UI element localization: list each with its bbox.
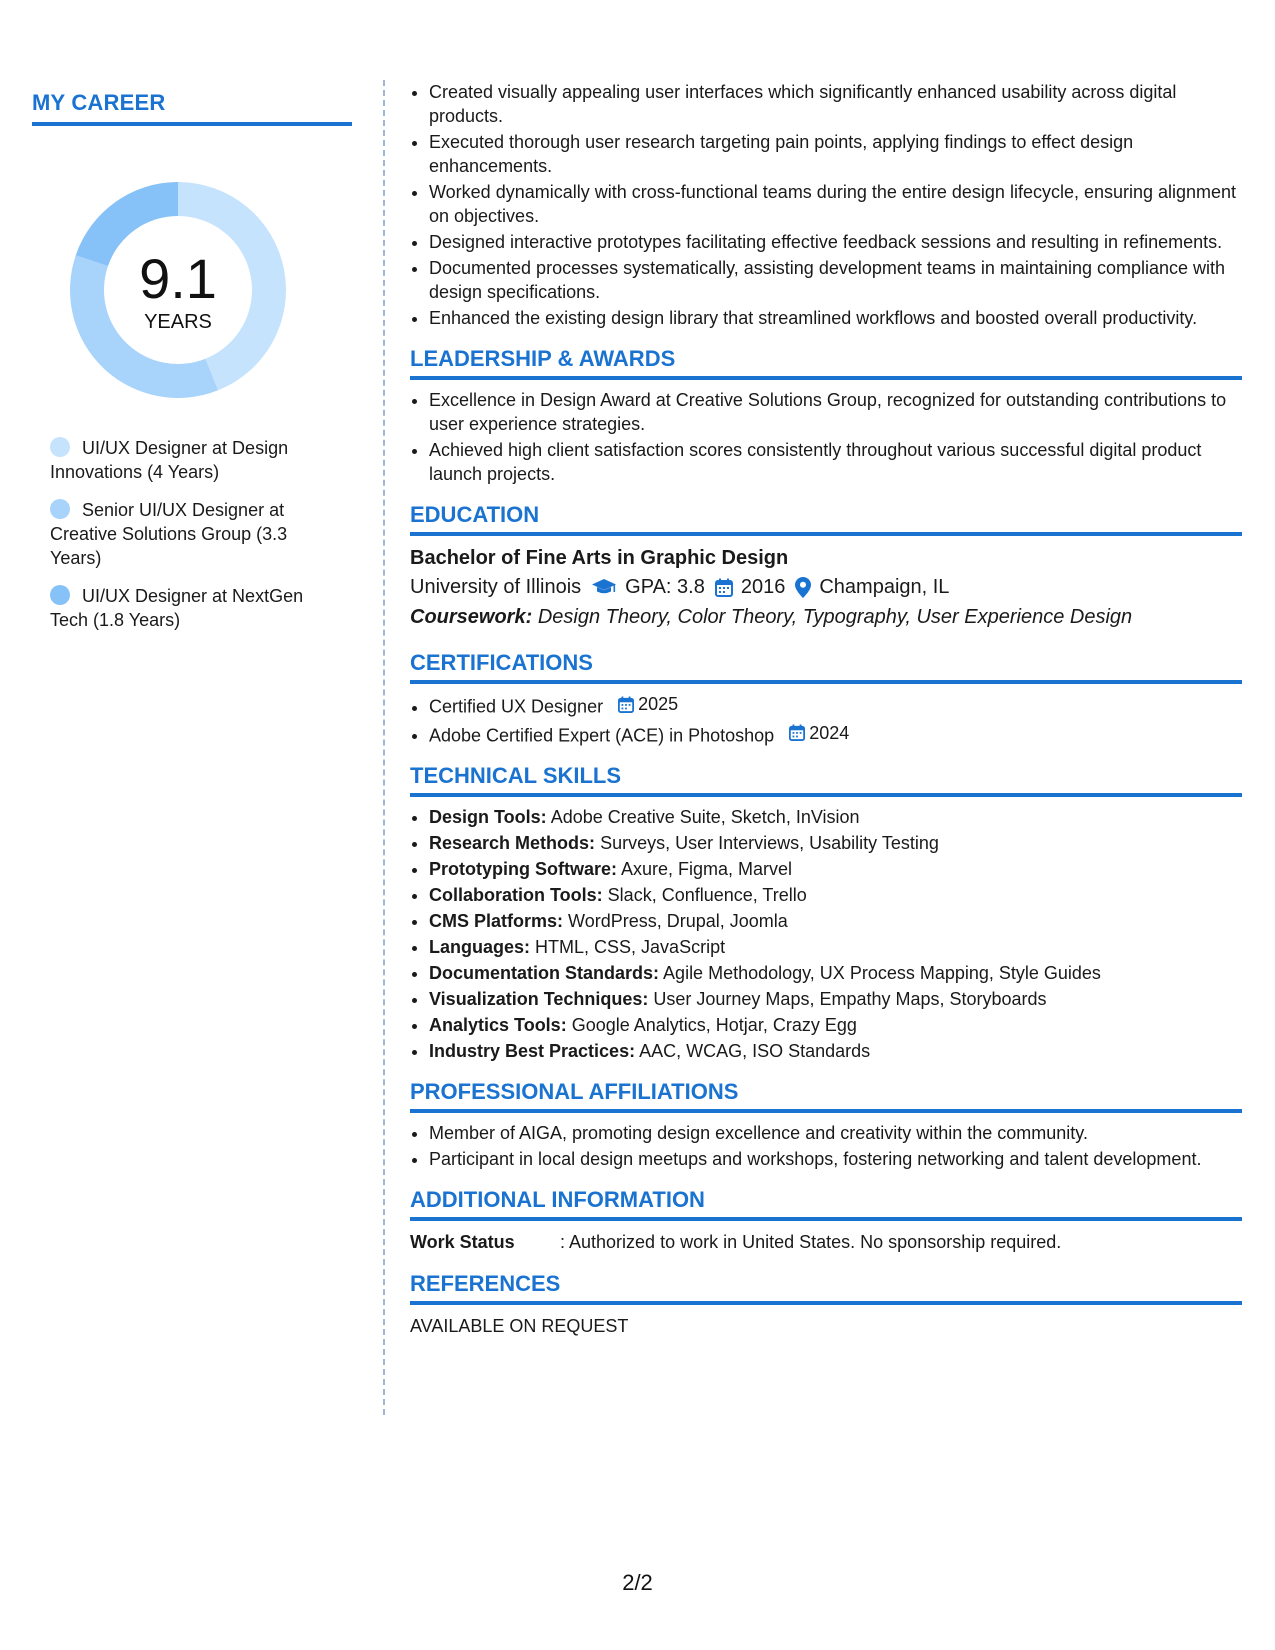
education-coursework: [410, 602, 1242, 632]
career-legend-item: [50, 498, 340, 570]
experience-bullet: • Worked dynamically with cross-functional teams during the entire design lifecycle, ensuring alignment on objectives.: [429, 180, 1242, 228]
references-text: AVAILABLE ON REQUEST: [410, 1316, 629, 1336]
skill-item: [429, 961, 1242, 985]
skills-list: [410, 805, 1242, 1063]
experience-bullet: • Executed thorough user research targeting pain points, applying findings to effect design enhancements.: [429, 130, 1242, 178]
experience-bullet: • Documented processes systematically, assisting development teams in maintaining compliance with design specifications.: [429, 256, 1242, 304]
leadership-item: • Excellence in Design Award at Creative Solutions Group, recognized for outstanding contributions to user experience strategies.: [429, 388, 1242, 436]
skill-label: Analytics Tools:: [429, 1015, 567, 1035]
career-legend-label: UI/UX Designer at NextGen Tech (1.8 Years): [50, 586, 304, 630]
calendar-icon: [618, 696, 634, 713]
skill-item: [429, 935, 1242, 959]
skill-value: Slack, Confluence, Trello: [607, 885, 807, 905]
sidebar-title: MY CAREER: [32, 90, 352, 126]
skill-label: Industry Best Practices:: [429, 1041, 636, 1061]
skill-label: Documentation Standards:: [429, 963, 660, 983]
donut-center: [66, 178, 290, 402]
skill-label: Prototyping Software:: [429, 859, 617, 879]
skills-heading: TECHNICAL SKILLS: [410, 763, 1242, 797]
leadership-list: [410, 388, 1242, 486]
skill-value: AAC, WCAG, ISO Standards: [639, 1041, 871, 1061]
skill-label: CMS Platforms:: [429, 911, 564, 931]
total-years-unit: YEARS: [144, 310, 212, 333]
career-legend: [50, 436, 340, 646]
certification-year: [779, 721, 849, 745]
certification-name: Adobe Certified Expert (ACE) in Photoshop: [429, 725, 775, 745]
additional-heading: ADDITIONAL INFORMATION: [410, 1187, 1242, 1221]
skill-item: [429, 1013, 1242, 1037]
leadership-heading: LEADERSHIP & AWARDS: [410, 346, 1242, 380]
education-location: Champaign, IL: [819, 576, 950, 598]
certification-year: [608, 692, 678, 716]
skill-value: User Journey Maps, Empathy Maps, Storyboards: [653, 989, 1047, 1009]
experience-bullet: • Created visually appealing user interfaces which significantly enhanced usability across digital products.: [429, 80, 1242, 128]
column-divider: [383, 80, 385, 1415]
education-year: 2016: [740, 576, 786, 598]
skill-label: Visualization Techniques:: [429, 989, 649, 1009]
skill-value: Agile Methodology, UX Process Mapping, Style Guides: [663, 963, 1101, 983]
certifications-heading: CERTIFICATIONS: [410, 650, 1242, 684]
work-status-value: : Authorized to work in United States. No sponsorship required.: [560, 1232, 1062, 1252]
education-degree: Bachelor of Fine Arts in Graphic Design: [410, 547, 789, 569]
career-donut-chart: [66, 178, 290, 402]
legend-dot-icon: [50, 585, 70, 605]
legend-dot-icon: [50, 437, 70, 457]
affiliation-item: • Participant in local design meetups and workshops, fostering networking and talent development.: [429, 1147, 1242, 1171]
legend-dot-icon: [50, 499, 70, 519]
references-heading: REFERENCES: [410, 1271, 1242, 1305]
certification-year-text: 2024: [809, 722, 850, 743]
coursework-label: Coursework:: [410, 606, 533, 628]
certification-name: Certified UX Designer: [429, 696, 604, 717]
certification-item: [429, 721, 1242, 748]
career-legend-item: [50, 584, 340, 632]
experience-bullet: • Enhanced the existing design library that streamlined workflows and boosted overall productivity.: [429, 306, 1242, 330]
education-heading: EDUCATION: [410, 502, 1242, 536]
affiliations-heading: PROFESSIONAL AFFILIATIONS: [410, 1079, 1242, 1113]
skill-value: Adobe Creative Suite, Sketch, InVision: [550, 807, 860, 827]
skill-item: [429, 805, 1242, 829]
calendar-icon: [789, 724, 805, 741]
coursework-value: Design Theory, Color Theory, Typography, User Experience Design: [537, 606, 1133, 628]
skill-item: [429, 1039, 1242, 1063]
graduation-cap-icon: [591, 578, 617, 596]
education-school: University of Illinois: [410, 576, 582, 598]
calendar-icon: [715, 578, 733, 597]
skill-value: Surveys, User Interviews, Usability Testing: [600, 833, 939, 853]
affiliation-item: • Member of AIGA, promoting design excellence and creativity within the community.: [429, 1121, 1242, 1145]
skill-value: Axure, Figma, Marvel: [621, 859, 793, 879]
certification-item: [429, 692, 1242, 719]
certification-year-text: 2025: [638, 694, 679, 714]
experience-bullets: [410, 80, 1242, 330]
certifications-list: [410, 692, 1242, 747]
skill-item: [429, 909, 1242, 933]
skill-label: Design Tools:: [429, 807, 547, 827]
location-pin-icon: [795, 577, 811, 598]
career-legend-label: Senior UI/UX Designer at Creative Solutions Group (3.3 Years): [50, 500, 288, 568]
career-legend-label: UI/UX Designer at Design Innovations (4 Years): [50, 438, 289, 482]
skill-item: [429, 987, 1242, 1011]
main-column: [410, 80, 1242, 1339]
affiliations-list: [410, 1121, 1242, 1171]
skill-item: [429, 883, 1242, 907]
education-details: [410, 572, 1242, 602]
work-status-label: Work Status: [410, 1232, 515, 1252]
career-sidebar: [32, 90, 352, 630]
skill-item: [429, 831, 1242, 855]
page-number: 2/2: [622, 1570, 653, 1595]
skill-label: Collaboration Tools:: [429, 885, 603, 905]
total-years-value: 9.1: [139, 246, 217, 310]
skill-label: Languages:: [429, 937, 531, 957]
career-legend-item: [50, 436, 340, 484]
skill-value: Google Analytics, Hotjar, Crazy Egg: [571, 1015, 857, 1035]
skill-value: WordPress, Drupal, Joomla: [568, 911, 788, 931]
experience-bullet: • Designed interactive prototypes facilitating effective feedback sessions and resulting in refinements.: [429, 230, 1242, 254]
work-status-row: [410, 1229, 1242, 1255]
education-gpa: GPA: 3.8: [625, 576, 705, 598]
leadership-item: • Achieved high client satisfaction scores consistently throughout various successful digital product launch projects.: [429, 438, 1242, 486]
skill-item: [429, 857, 1242, 881]
skill-value: HTML, CSS, JavaScript: [535, 937, 726, 957]
skill-label: Research Methods:: [429, 833, 596, 853]
